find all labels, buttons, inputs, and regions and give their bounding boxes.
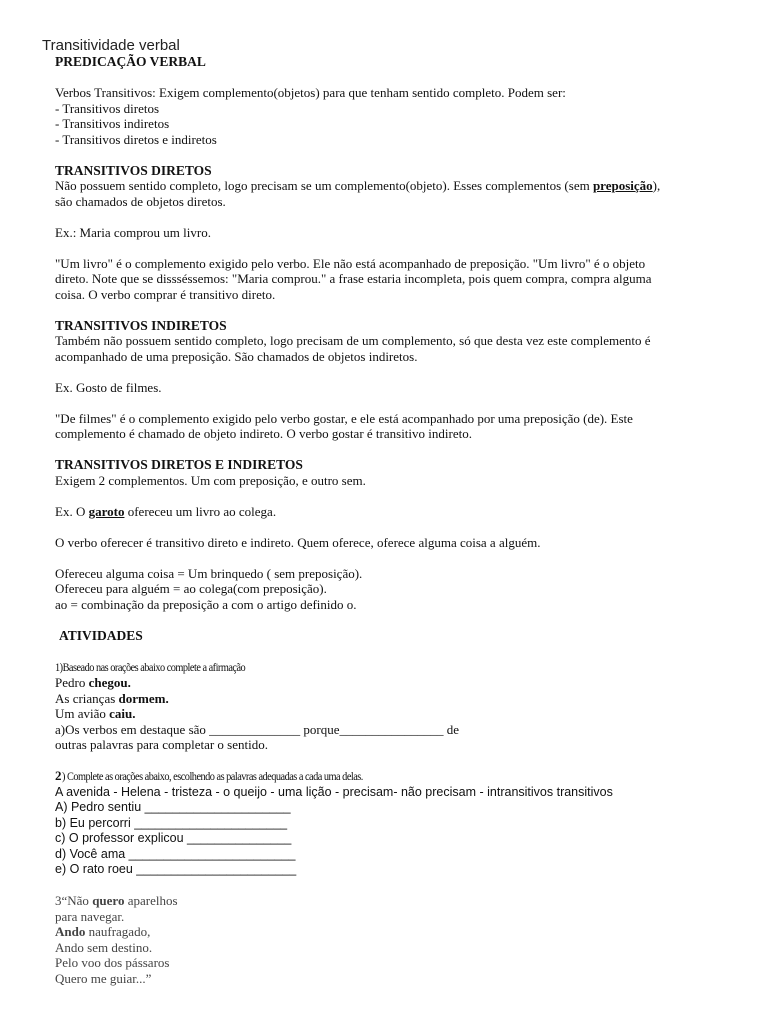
td-explanation: coisa. O verbo comprar é transitivo direto. [55,286,276,302]
poem-line: Ando sem destino. [55,939,153,955]
poem-line: para navegar. [55,908,125,924]
q2-item: A) Pedro sentiu _____________________ [55,800,291,814]
intro-item: - Transitivos diretos e indiretos [55,131,217,147]
ti-explanation: "De filmes" é o complemento exigido pelo verbo gostar, e ele está acompanhado por uma preposição (de). Este [55,410,633,426]
section-heading-tdi: TRANSITIVOS DIRETOS E INDIRETOS [55,457,303,472]
q1-line: Um avião caiu. [55,706,136,721]
intro-item: - Transitivos diretos [55,100,160,116]
q1-question: a)Os verbos em destaque são ______________ porque________________ de [55,721,460,737]
q2-item: c) O professor explicou _______________ [55,831,292,845]
main-heading: PREDICAÇÃO VERBAL [55,54,206,69]
poem-line: Pelo voo dos pássaros [55,955,170,970]
q2-prompt: 2) Complete as orações abaixo, escolhendo as palavras adequadas a cada uma delas. [55,768,363,783]
ti-explanation: complemento é chamado de objeto indireto. O verbo gostar é transitivo indireto. [55,426,472,441]
document-title: Transitividade verbal [42,37,180,54]
section-heading-td: TRANSITIVOS DIRETOS [55,162,212,178]
document-body [55,54,725,986]
tdi-detail: Ofereceu alguma coisa = Um brinquedo ( sem preposição). [55,565,363,581]
activities-heading: ATIVIDADES [59,627,143,643]
td-paragraph: Não possuem sentido completo, logo precisam se um complemento(objeto). Esses complementos (sem preposição), [55,178,661,193]
q2-item: d) Você ama ________________________ [55,846,296,861]
tdi-example: Ex. O garoto ofereceu um livro ao colega. [55,503,277,519]
ti-paragraph: Também não possuem sentido completo, logo precisam de um complemento, só que desta vez este complemento é [55,333,651,348]
ti-example: Ex. Gosto de filmes. [55,379,162,395]
tdi-detail: ao = combinação da preposição a com o artigo definido o. [55,596,357,612]
poem-line: Ando naufragado, [55,924,151,939]
q1-prompt: 1)Baseado nas orações abaixo complete a afirmação [55,659,246,674]
q2-word-bank: A avenida - Helena - tristeza - o queijo - uma lição - precisam- não precisam - intransitivos transitivos [55,784,613,799]
tdi-detail: Ofereceu para alguém = ao colega(com preposição). [55,581,327,596]
td-explanation: "Um livro" é o complemento exigido pelo verbo. Ele não está acompanhado de preposição. "Um livro" é o objeto [55,255,646,271]
ti-paragraph: acompanhado de uma preposição. São chamados de objetos indiretos. [55,348,418,364]
preposicao-link[interactable]: preposição [592,178,653,193]
td-paragraph-cont: são chamados de objetos diretos. [55,193,226,209]
intro-item: - Transitivos indiretos [55,116,170,131]
intro-line: Verbos Transitivos: Exigem complemento(objetos) para que tenham sentido completo. Podem ser: [55,85,566,100]
poem-line: Quero me guiar...” [55,970,152,986]
q1-line: As crianças dormem. [55,690,169,706]
q3-poem [55,893,725,986]
q2-item: e) O rato roeu _______________________ [55,862,297,876]
poem-line: 3“Não quero aparelhos [55,893,178,908]
td-explanation: direto. Note que se dissséssemos: "Maria comprou." a frase estaria incompleta, pois quem compra, compra alguma [55,271,652,286]
q1-line: Pedro chegou. [55,675,131,690]
tdi-paragraph: Exigem 2 complementos. Um com preposição, e outro sem. [55,472,366,488]
td-example: Ex.: Maria comprou um livro. [55,224,211,240]
q1-question: outras palavras para completar o sentido. [55,737,268,752]
q2-item: b) Eu percorri ______________________ [55,815,288,830]
garoto-link[interactable]: garoto [88,503,125,519]
tdi-explanation: O verbo oferecer é transitivo direto e indireto. Quem oferece, oferece alguma coisa a alguém. [55,534,541,550]
section-heading-ti: TRANSITIVOS INDIRETOS [55,317,227,333]
